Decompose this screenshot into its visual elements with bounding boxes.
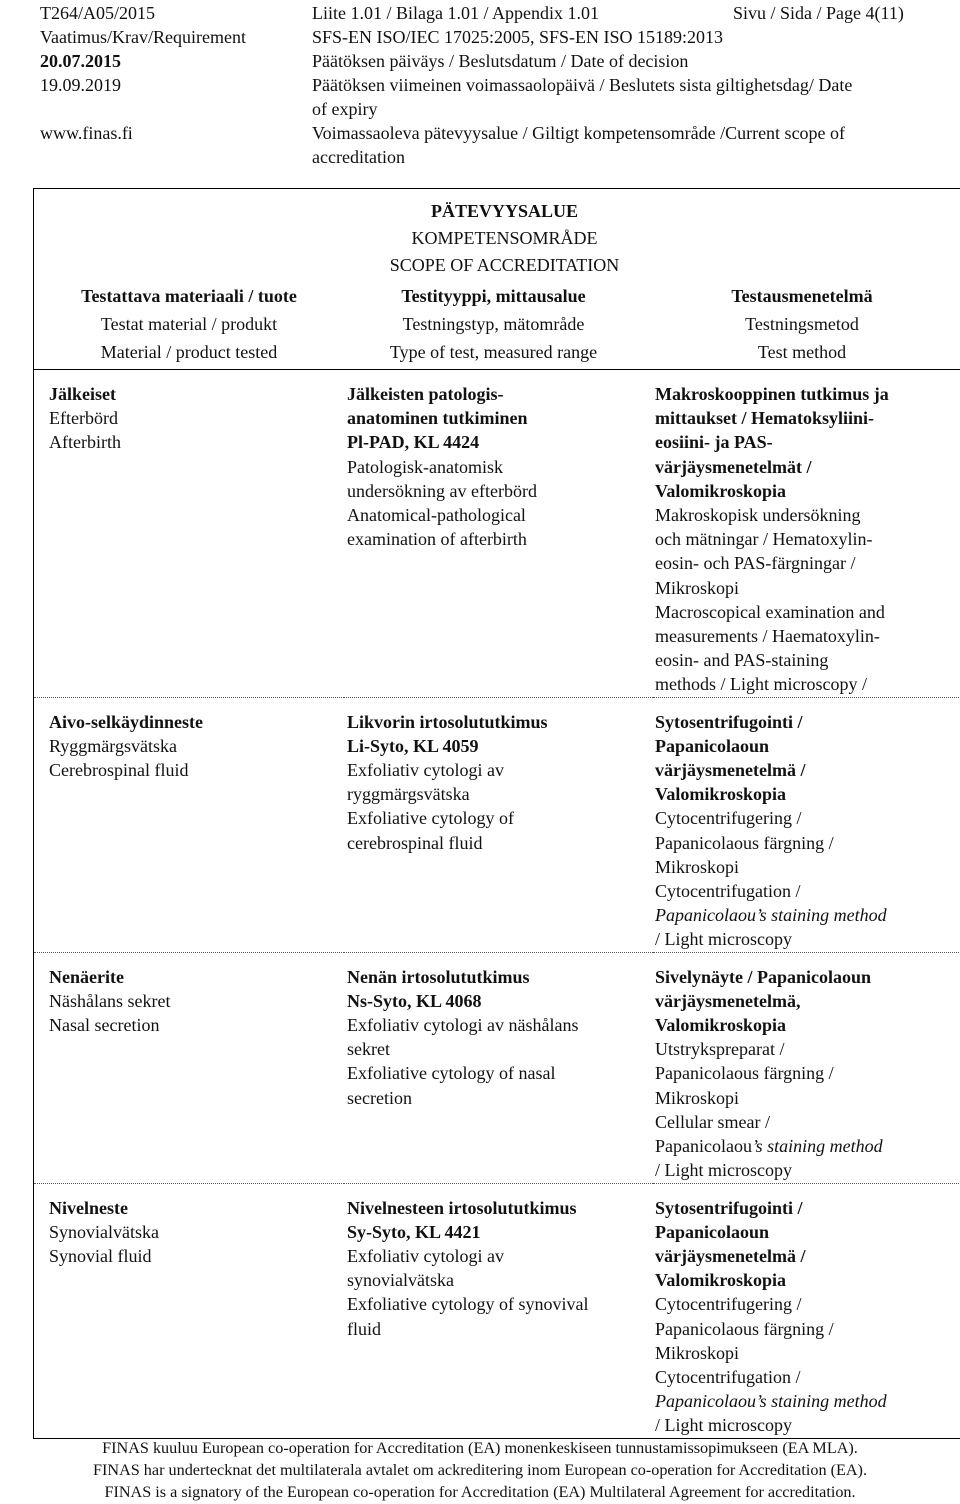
method-fi-line: Valomikroskopia bbox=[655, 480, 787, 501]
expiry-label: Päätöksen viimeinen voimassaolopäivä / Beslutets sista giltighetsdag/ Date bbox=[312, 75, 853, 95]
expiry-label-cont: of expiry bbox=[312, 99, 378, 119]
test-fi-code: Pl-PAD, KL 4424 bbox=[347, 432, 480, 453]
method-sv-line: Mikroskopi bbox=[655, 1342, 740, 1363]
test-fi-line: Nenän irtosolututkimus bbox=[347, 966, 530, 987]
test-en-line: fluid bbox=[347, 1318, 381, 1339]
col-method-fi: Testausmenetelmä bbox=[731, 286, 873, 306]
test-sv-line: sekret bbox=[347, 1039, 390, 1060]
test-sv-line: Exfoliativ cytologi av bbox=[347, 760, 504, 781]
material-sv: Ryggmärgsvätska bbox=[49, 735, 177, 756]
material-fi: Aivo-selkäydinneste bbox=[49, 711, 204, 732]
col-method-sv: Testningsmetod bbox=[745, 314, 859, 334]
material-fi: Jälkeiset bbox=[49, 384, 116, 404]
material-fi: Nenäerite bbox=[49, 966, 124, 987]
material-en: Synovial fluid bbox=[49, 1245, 152, 1266]
method-sv-line: Mikroskopi bbox=[655, 577, 740, 598]
method-sv-line: Cytocentrifugering / bbox=[655, 1294, 802, 1315]
method-en-line: measurements / Haematoxylin- bbox=[655, 626, 880, 647]
method-fi-line: värjäysmenetelmä, bbox=[655, 990, 801, 1011]
test-fi-line: Jälkeisten patologis- bbox=[347, 384, 504, 404]
test-fi-line: Nivelnesteen irtosolututkimus bbox=[347, 1197, 577, 1218]
page-number: Sivu / Sida / Page 4(11) bbox=[733, 3, 904, 23]
test-sv-line: synovialvätska bbox=[347, 1270, 454, 1291]
decision-date: 20.07.2015 bbox=[40, 51, 121, 71]
header-cell-method bbox=[653, 189, 960, 370]
test-fi-line: Likvorin irtosolututkimus bbox=[347, 711, 548, 732]
method-sv-line: eosin- och PAS-färgningar / bbox=[655, 553, 856, 574]
test-sv-line: undersökning av efterbörd bbox=[347, 480, 537, 501]
material-fi: Nivelneste bbox=[49, 1197, 128, 1218]
method-fi-line: värjäysmenetelmät / bbox=[655, 456, 812, 477]
finas-link[interactable]: www.finas.fi bbox=[40, 123, 133, 143]
scope-title-fi: PÄTEVYYSALUE bbox=[430, 201, 579, 221]
col-method-en: Test method bbox=[757, 342, 847, 362]
col-test-fi: Testityyppi, mittausalue bbox=[401, 286, 586, 306]
scope-title-en: SCOPE OF ACCREDITATION bbox=[389, 255, 620, 275]
test-en-line: examination of afterbirth bbox=[347, 529, 527, 550]
test-fi-code: Sy-Syto, KL 4421 bbox=[347, 1221, 481, 1242]
material-en: Cerebrospinal fluid bbox=[49, 760, 189, 781]
method-sv-line: Papanicolaous färgning / bbox=[655, 1063, 834, 1084]
method-en-line: Cytocentrifugation / bbox=[655, 881, 801, 902]
method-sv-line: Cytocentrifugering / bbox=[655, 808, 802, 829]
table-row bbox=[34, 370, 960, 698]
test-en-line: Exfoliative cytology of bbox=[347, 808, 514, 829]
col-material-sv: Testat material / produkt bbox=[100, 314, 278, 334]
scope-table bbox=[33, 188, 960, 1439]
page-header bbox=[0, 0, 960, 180]
method-en-italic: Papanicolaou’s staining method bbox=[655, 1391, 887, 1412]
page-footer bbox=[0, 1437, 960, 1503]
method-en-line: Cytocentrifugation / bbox=[655, 1366, 801, 1387]
table-row bbox=[34, 697, 960, 952]
decision-label: Päätöksen päiväys / Beslutsdatum / Date of decision bbox=[312, 51, 689, 71]
document-code: T264/A05/2015 bbox=[40, 3, 155, 23]
method-fi-line: mittaukset / Hematoksyliini- bbox=[655, 408, 874, 429]
method-en-mixed bbox=[655, 1134, 960, 1158]
method-fi-line: Papanicolaoun bbox=[655, 1221, 770, 1242]
test-en-line: secretion bbox=[347, 1087, 412, 1108]
col-material-en: Material / product tested bbox=[100, 342, 278, 362]
method-sv-line: Papanicolaous färgning / bbox=[655, 1318, 834, 1339]
method-sv-line: Papanicolaous färgning / bbox=[655, 832, 834, 853]
requirement-label: Vaatimus/Krav/Requirement bbox=[40, 27, 246, 47]
method-fi-line: Valomikroskopia bbox=[655, 1270, 787, 1291]
scope-label-cont: accreditation bbox=[312, 147, 405, 167]
method-en-line: / Light microscopy bbox=[655, 929, 792, 950]
col-test-sv: Testningstyp, mätområde bbox=[402, 314, 585, 334]
method-fi-line: Sytosentrifugointi / bbox=[655, 711, 803, 732]
test-en-line: Exfoliative cytology of synovival bbox=[347, 1294, 589, 1315]
header-cell-material bbox=[34, 189, 345, 370]
test-sv-line: Exfoliativ cytologi av näshålans bbox=[347, 1015, 579, 1036]
method-sv-line: Mikroskopi bbox=[655, 1087, 740, 1108]
expiry-date: 19.09.2019 bbox=[40, 75, 121, 95]
col-test-en: Type of test, measured range bbox=[389, 342, 598, 362]
method-en-italic-part: ’s staining method bbox=[751, 1136, 883, 1157]
material-sv: Synovialvätska bbox=[49, 1221, 159, 1242]
test-sv-line: ryggmärgsvätska bbox=[347, 784, 470, 805]
method-sv-line: Utstrykspreparat / bbox=[655, 1039, 785, 1060]
test-sv-line: Patologisk-anatomisk bbox=[347, 456, 503, 477]
test-sv-line: Exfoliativ cytologi av bbox=[347, 1245, 504, 1266]
method-fi-line: Papanicolaoun bbox=[655, 735, 770, 756]
method-en-plain-part: Papanicolaou bbox=[655, 1136, 752, 1157]
test-fi-code: Ns-Syto, KL 4068 bbox=[347, 990, 482, 1011]
annex-label: Liite 1.01 / Bilaga 1.01 / Appendix 1.01 bbox=[312, 3, 599, 23]
method-fi-line: Sytosentrifugointi / bbox=[655, 1197, 803, 1218]
test-en-line: Anatomical-pathological bbox=[347, 505, 526, 526]
method-sv-line: Mikroskopi bbox=[655, 856, 740, 877]
test-en-line: Exfoliative cytology of nasal bbox=[347, 1063, 556, 1084]
method-fi-line: eosiini- ja PAS- bbox=[655, 432, 773, 453]
material-en: Nasal secretion bbox=[49, 1015, 160, 1036]
method-en-italic: Papanicolaou’s staining method bbox=[655, 905, 887, 926]
method-fi-line: värjäysmenetelmä / bbox=[655, 760, 806, 781]
method-sv-line: och mätningar / Hematoxylin- bbox=[655, 529, 873, 550]
table-row bbox=[34, 1183, 960, 1438]
scope-label: Voimassaoleva pätevyysalue / Giltigt kompetensområde /Current scope of bbox=[312, 123, 846, 143]
scope-title-sv: KOMPETENSOMRÅDE bbox=[411, 228, 598, 248]
table-row bbox=[34, 952, 960, 1183]
method-en-line: / Light microscopy bbox=[655, 1415, 792, 1436]
method-sv-line: Makroskopisk undersökning bbox=[655, 505, 861, 526]
method-en-line: methods / Light microscopy / bbox=[655, 674, 867, 695]
requirement-value: SFS-EN ISO/IEC 17025:2005, SFS-EN ISO 15189:2013 bbox=[312, 27, 724, 47]
material-sv: Näshålans sekret bbox=[49, 990, 171, 1011]
test-fi-code: Li-Syto, KL 4059 bbox=[347, 735, 479, 756]
footer-en: FINAS is a signatory of the European co-operation for Accreditation (EA) Multilateral Agreement for accreditation. bbox=[104, 1483, 856, 1501]
col-material-fi: Testattava materiaali / tuote bbox=[81, 286, 297, 306]
method-fi-line: Makroskooppinen tutkimus ja bbox=[655, 384, 889, 404]
method-fi-line: Valomikroskopia bbox=[655, 1015, 787, 1036]
method-en-line: eosin- and PAS-staining bbox=[655, 650, 829, 671]
method-en-line: Macroscopical examination and bbox=[655, 601, 885, 622]
footer-fi: FINAS kuuluu European co-operation for Accreditation (EA) monenkeskiseen tunnustamissopimukseen (EA MLA). bbox=[102, 1439, 858, 1457]
method-fi-line: Sivelynäyte / Papanicolaoun bbox=[655, 966, 872, 987]
method-fi-line: värjäysmenetelmä / bbox=[655, 1245, 806, 1266]
footer-sv: FINAS har undertecknat det multilaterala avtalet om ackreditering inom European co-operation for Accreditation (EA). bbox=[92, 1461, 867, 1479]
material-en: Afterbirth bbox=[49, 432, 121, 453]
material-sv: Efterbörd bbox=[49, 408, 118, 429]
test-fi-line: anatominen tutkiminen bbox=[347, 408, 528, 429]
header-cell-test bbox=[344, 189, 653, 370]
method-en-line: Cellular smear / bbox=[655, 1111, 770, 1132]
test-en-line: cerebrospinal fluid bbox=[347, 832, 483, 853]
method-en-line: / Light microscopy bbox=[655, 1160, 792, 1181]
method-fi-line: Valomikroskopia bbox=[655, 784, 787, 805]
